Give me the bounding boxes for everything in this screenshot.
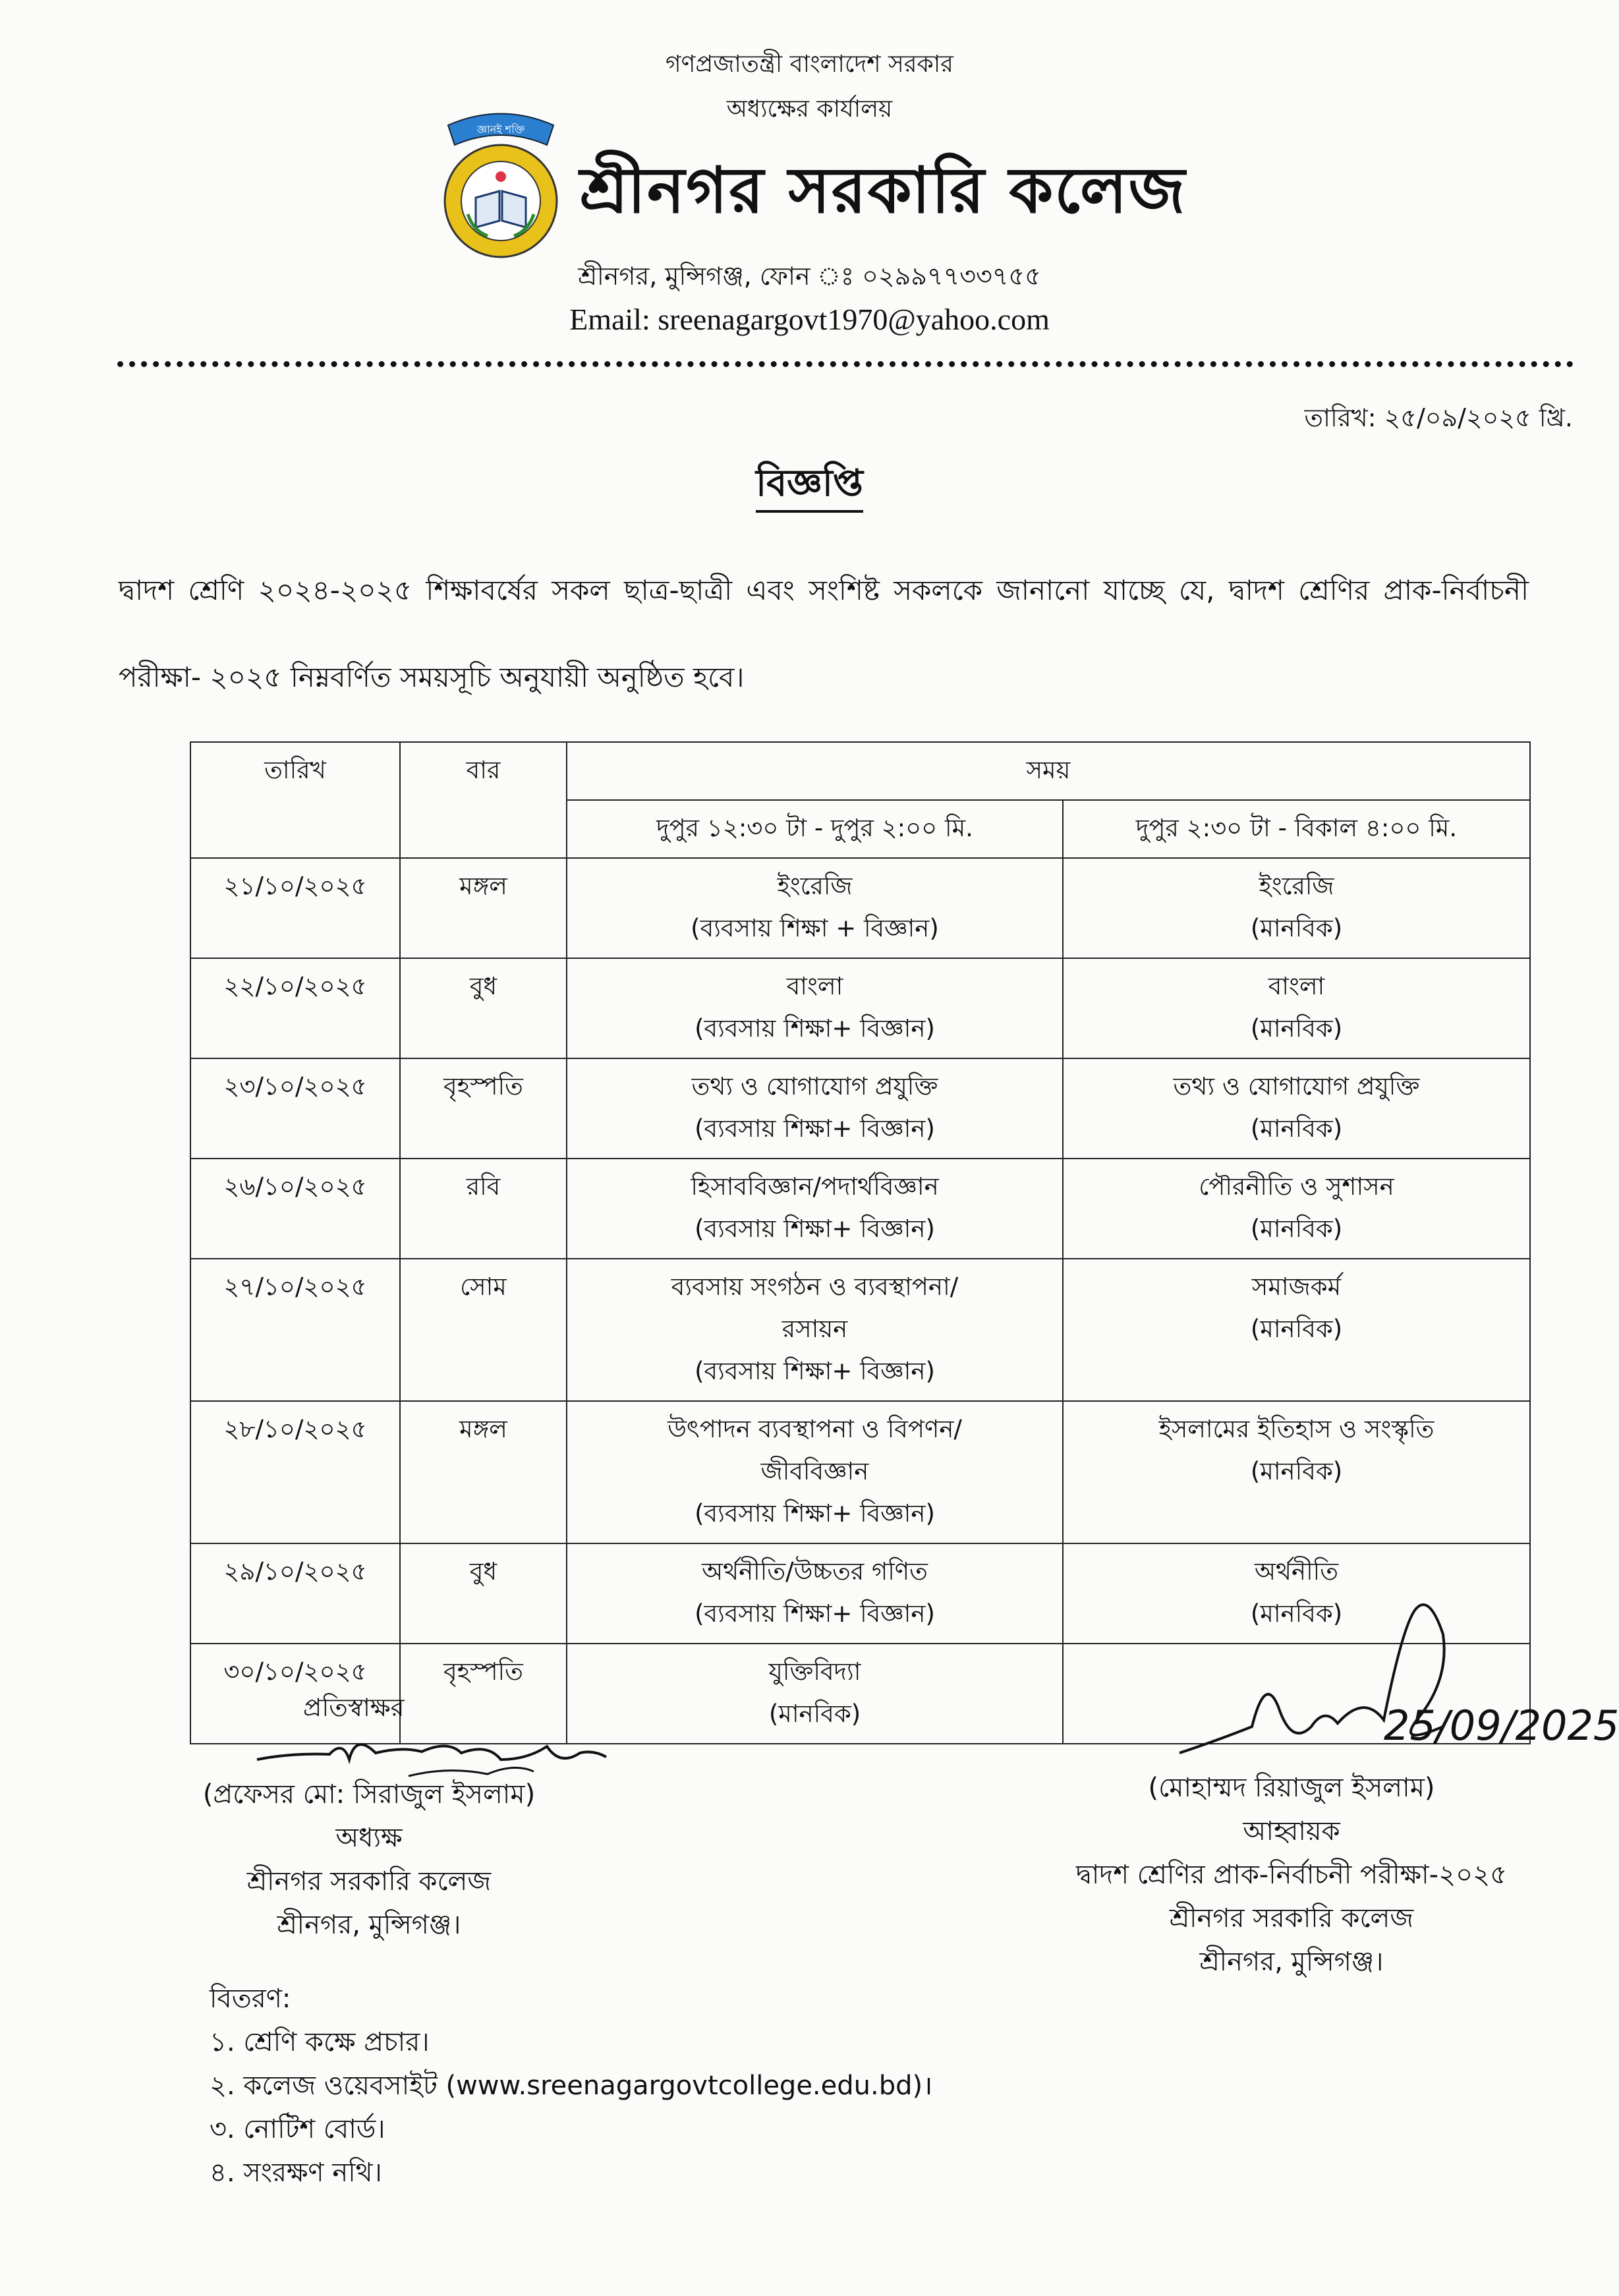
principal-designation: অধ্যক্ষ bbox=[335, 1823, 403, 1853]
distribution-item: ৪. সংরক্ষণ নথি। bbox=[210, 2158, 382, 2188]
dotted-divider bbox=[117, 361, 1574, 367]
college-address: শ্রীনগর, মুন্সিগঞ্জ, ফোন ঃ ০২৯৯৭৭৩৩৭৫৫ bbox=[578, 262, 1041, 291]
principal-name: (প্রফেসর মো: সিরাজুল ইসলাম) bbox=[202, 1779, 536, 1810]
convener-name: (মোহাম্মদ রিয়াজুল ইসলাম) bbox=[1148, 1773, 1435, 1803]
row-slot1 bbox=[567, 1259, 1063, 1401]
row-day: মঙ্গল bbox=[400, 1401, 567, 1543]
row-slot1 bbox=[567, 1159, 1063, 1259]
table-row bbox=[190, 1259, 1530, 1401]
header-date: তারিখ bbox=[190, 742, 400, 858]
subject-line: (ব্যবসায় শিক্ষা+ বিজ্ঞান) bbox=[695, 1599, 935, 1628]
row-day: সোম bbox=[400, 1259, 567, 1401]
subject-line: রসায়ন bbox=[781, 1315, 848, 1343]
row-date: ২৬/১০/২০২৫ bbox=[190, 1159, 400, 1259]
subject-line: ব্যবসায় সংগঠন ও ব্যবস্থাপনা/ bbox=[671, 1273, 959, 1301]
table-row bbox=[190, 858, 1530, 958]
subject-line: অর্থনীতি bbox=[1254, 1557, 1339, 1586]
row-slot1 bbox=[567, 1401, 1063, 1543]
college-name: শ্রীনগর সরকারি কলেজ bbox=[580, 154, 1187, 227]
subject-line: যুক্তিবিদ্যা bbox=[768, 1657, 861, 1686]
subject-line: (মানবিক) bbox=[1250, 1114, 1343, 1143]
subject-line: (মানবিক) bbox=[1250, 1599, 1343, 1628]
row-date: ২৮/১০/২০২৫ bbox=[190, 1401, 400, 1543]
subject-line: হিসাববিজ্ঞান/পদার্থবিজ্ঞান bbox=[691, 1172, 939, 1201]
principal-institution: শ্রীনগর সরকারি কলেজ bbox=[246, 1866, 492, 1897]
table-row bbox=[190, 1401, 1530, 1543]
exam-schedule-table bbox=[190, 741, 1531, 1744]
distribution-label: বিতরণ: bbox=[210, 1984, 291, 2014]
row-day: বৃহস্পতি bbox=[400, 1058, 567, 1159]
subject-line: (মানবিক) bbox=[1250, 1014, 1343, 1043]
subject-line: সমাজকর্ম bbox=[1251, 1273, 1342, 1301]
convener-designation: আহ্বায়ক bbox=[1243, 1816, 1340, 1847]
row-date: ৩০/১০/২০২৫ bbox=[190, 1644, 400, 1744]
principal-location: শ্রীনগর, মুন্সিগঞ্জ। bbox=[277, 1910, 461, 1940]
logo-motto: জ্ঞানই শক্তি bbox=[476, 123, 525, 136]
subject-line: (মানবিক) bbox=[1250, 1457, 1343, 1485]
distribution-item: ৩. নোটিশ বোর্ড। bbox=[210, 2114, 385, 2144]
header-slot-1: দুপুর ১২:৩০ টা - দুপুর ২:০০ মি. bbox=[567, 800, 1063, 858]
row-day: বুধ bbox=[400, 1543, 567, 1644]
row-day: রবি bbox=[400, 1159, 567, 1259]
convener-location: শ্রীনগর, মুন্সিগঞ্জ। bbox=[1199, 1947, 1384, 1977]
distribution-item: ২. কলেজ ওয়েবসাইট (www.sreenagargovtcollege.edu.bd)। bbox=[210, 2071, 933, 2101]
row-slot1 bbox=[567, 1644, 1063, 1744]
government-heading: গণপ্রজাতন্ত্রী বাংলাদেশ সরকার bbox=[665, 51, 953, 78]
countersign-label: প্রতিস্বাক্ষর bbox=[303, 1693, 405, 1722]
subject-line: (ব্যবসায় শিক্ষা+ বিজ্ঞান) bbox=[695, 1114, 935, 1143]
subject-line: (মানবিক) bbox=[1250, 1215, 1343, 1243]
row-date: ২২/১০/২০২৫ bbox=[190, 958, 400, 1058]
subject-line: তথ্য ও যোগাযোগ প্রযুক্তি bbox=[1173, 1072, 1420, 1101]
distribution-item: ১. শ্রেণি কক্ষে প্রচার। bbox=[210, 2027, 430, 2057]
subject-line: বাংলা bbox=[786, 972, 843, 1000]
principal-signature-icon bbox=[250, 1713, 619, 1786]
table-row bbox=[190, 958, 1530, 1058]
subject-line: বাংলা bbox=[1268, 972, 1325, 1000]
convener-committee: দ্বাদশ শ্রেণির প্রাক-নির্বাচনী পরীক্ষা-২০২৫ bbox=[1075, 1860, 1508, 1890]
row-slot1 bbox=[567, 958, 1063, 1058]
row-slot2 bbox=[1063, 1259, 1530, 1401]
subject-line: অর্থনীতি/উচ্চতর গণিত bbox=[702, 1557, 928, 1586]
subject-line: তথ্য ও যোগাযোগ প্রযুক্তি bbox=[691, 1072, 938, 1101]
convener-signature-icon bbox=[1166, 1595, 1619, 1786]
row-slot1 bbox=[567, 1543, 1063, 1644]
subject-line: (ব্যবসায় শিক্ষা+ বিজ্ঞান) bbox=[695, 1357, 935, 1385]
row-date: ২৭/১০/২০২৫ bbox=[190, 1259, 400, 1401]
subject-line: ইসলামের ইতিহাস ও সংস্কৃতি bbox=[1158, 1415, 1434, 1443]
row-slot2 bbox=[1063, 958, 1530, 1058]
row-slot2 bbox=[1063, 1401, 1530, 1543]
row-date: ২৩/১০/২০২৫ bbox=[190, 1058, 400, 1159]
row-slot1 bbox=[567, 1058, 1063, 1159]
subject-line: (ব্যবসায় শিক্ষা+ বিজ্ঞান) bbox=[695, 1215, 935, 1243]
distribution-list bbox=[210, 1977, 932, 2195]
subject-line: (ব্যবসায় শিক্ষা + বিজ্ঞান) bbox=[691, 914, 939, 942]
table-row bbox=[190, 1058, 1530, 1159]
notice-date: তারিখ: ২৫/০৯/২০২৫ খ্রি. bbox=[1304, 403, 1573, 432]
subject-line: (মানবিক) bbox=[1250, 914, 1343, 942]
subject-line: উৎপাদন ব্যবস্থাপনা ও বিপণন/ bbox=[667, 1415, 962, 1443]
notice-title: বিজ্ঞপ্তি bbox=[0, 455, 1619, 517]
convener-institution: শ্রীনগর সরকারি কলেজ bbox=[1169, 1903, 1414, 1934]
subject-line: পৌরনীতি ও সুশাসন bbox=[1199, 1172, 1394, 1201]
row-date: ২৯/১০/২০২৫ bbox=[190, 1543, 400, 1644]
office-heading: অধ্যক্ষের কার্যালয় bbox=[726, 96, 893, 123]
row-day: বুধ bbox=[400, 958, 567, 1058]
subject-line: (মানবিক) bbox=[768, 1700, 861, 1728]
row-slot1 bbox=[567, 858, 1063, 958]
row-slot2 bbox=[1063, 1159, 1530, 1259]
row-date: ২১/১০/২০২৫ bbox=[190, 858, 400, 958]
subject-line: (মানবিক) bbox=[1250, 1315, 1343, 1343]
header-time: সময় bbox=[567, 742, 1530, 800]
college-logo-icon bbox=[422, 99, 580, 264]
notice-body: দ্বাদশ শ্রেণি ২০২৪-২০২৫ শিক্ষাবর্ষের সকল ছাত্র-ছাত্রী এবং সংশিষ্ট সকলকে জানানো যাচ্ছে যে, দ্বাদশ শ্রেণির প্রাক-নির্বাচনী পরীক্ষা- ২০২৫ নিম্নবর্ণিত সময়সূচি অনুযায়ী অনুষ্ঠিত হবে। bbox=[119, 574, 1529, 693]
header-day: বার bbox=[400, 742, 567, 858]
subject-line: জীববিজ্ঞান bbox=[760, 1457, 869, 1485]
row-slot2 bbox=[1063, 1058, 1530, 1159]
college-email: Email: sreenagargovt1970@yahoo.com bbox=[569, 302, 1050, 336]
row-day: বৃহস্পতি bbox=[400, 1644, 567, 1744]
header-slot-2: দুপুর ২:৩০ টা - বিকাল ৪:০০ মি. bbox=[1063, 800, 1530, 858]
subject-line: (ব্যবসায় শিক্ষা+ বিজ্ঞান) bbox=[695, 1014, 935, 1043]
subject-line: ইংরেজি bbox=[777, 872, 853, 900]
row-slot2 bbox=[1063, 858, 1530, 958]
table-row bbox=[190, 1159, 1530, 1259]
signature-date: 25/09/2025 bbox=[1384, 1702, 1619, 1750]
principal-signature-block bbox=[145, 1680, 593, 1947]
subject-line: (ব্যবসায় শিক্ষা+ বিজ্ঞান) bbox=[695, 1499, 935, 1528]
row-day: মঙ্গল bbox=[400, 858, 567, 958]
subject-line: ইংরেজি bbox=[1259, 872, 1334, 900]
convener-signature-block bbox=[1028, 1766, 1555, 1984]
